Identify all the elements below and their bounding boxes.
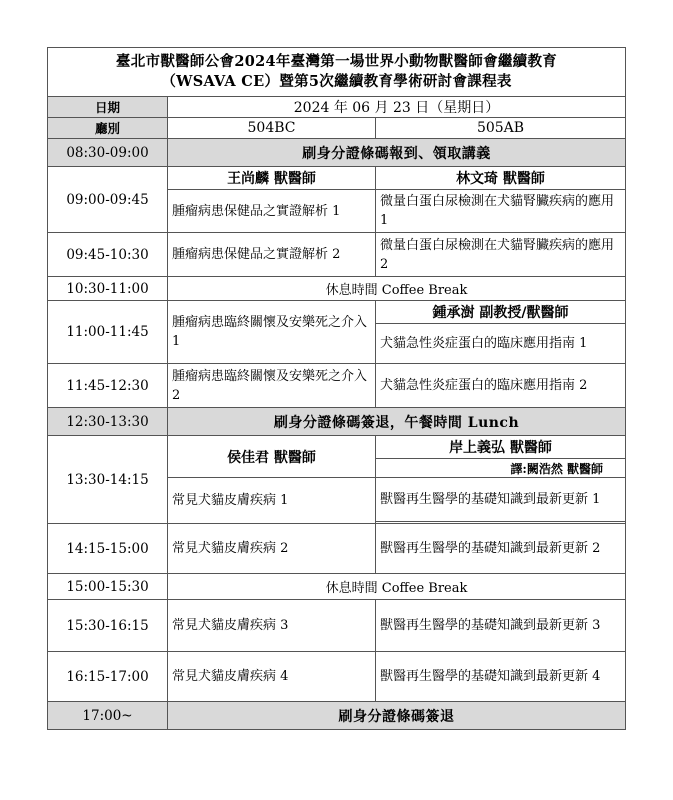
speaker-row-2 bbox=[48, 301, 626, 324]
topic-a: 腫瘤病患臨終關懷及安樂死之介入 1 bbox=[168, 301, 376, 364]
topic-b: 微量白蛋白尿檢測在犬貓腎臟疾病的應用 2 bbox=[376, 233, 626, 277]
topic-b: 獸醫再生醫學的基礎知識到最新更新 4 bbox=[376, 652, 626, 702]
row-1030 bbox=[48, 277, 626, 301]
hall-b: 505AB bbox=[376, 118, 626, 139]
time-cell: 08:30-09:00 bbox=[48, 139, 168, 167]
topic-b: 獸醫再生醫學的基礎知識到最新更新 3 bbox=[376, 600, 626, 652]
hall-a: 504BC bbox=[168, 118, 376, 139]
time-cell: 15:00-15:30 bbox=[48, 574, 168, 600]
time-cell: 15:30-16:15 bbox=[48, 600, 168, 652]
time-cell: 11:45-12:30 bbox=[48, 364, 168, 408]
row-1700 bbox=[48, 702, 626, 730]
speaker-row-3 bbox=[48, 436, 626, 459]
topic-a: 腫瘤病患臨終關懷及安樂死之介入 2 bbox=[168, 364, 376, 408]
break-cell: 休息時間 Coffee Break bbox=[168, 277, 626, 301]
topic-a: 常見犬貓皮膚疾病 3 bbox=[168, 600, 376, 652]
lunch-cell: 刷身分證條碼簽退，午餐時間 Lunch bbox=[168, 408, 626, 436]
topic-b: 獸醫再生醫學的基礎知識到最新更新 1 bbox=[376, 478, 626, 522]
time-cell: 12:30-13:30 bbox=[48, 408, 168, 436]
hall-label: 廳別 bbox=[48, 118, 168, 139]
title-line-2: （WSAVA CE）暨第5次繼續教育學術研討會課程表 bbox=[161, 73, 512, 90]
title-row bbox=[48, 48, 626, 97]
time-cell: 09:45-10:30 bbox=[48, 233, 168, 277]
time-cell: 13:30-14:15 bbox=[48, 436, 168, 524]
time-cell: 11:00-11:45 bbox=[48, 301, 168, 364]
date-row bbox=[48, 97, 626, 118]
speaker-row-1 bbox=[48, 167, 626, 190]
time-cell: 09:00-09:45 bbox=[48, 167, 168, 233]
speaker-a: 侯佳君 獸醫師 bbox=[168, 436, 376, 478]
speaker-b: 林文琦 獸醫師 bbox=[376, 167, 626, 190]
row-1230 bbox=[48, 408, 626, 436]
checkout-cell: 刷身分證條碼簽退 bbox=[168, 702, 626, 730]
topic-a: 常見犬貓皮膚疾病 2 bbox=[168, 524, 376, 574]
time-cell: 16:15-17:00 bbox=[48, 652, 168, 702]
date-label: 日期 bbox=[48, 97, 168, 118]
row-1415 bbox=[48, 524, 626, 574]
date-value: 2024 年 06 月 23 日（星期日） bbox=[168, 97, 626, 118]
time-cell: 14:15-15:00 bbox=[48, 524, 168, 574]
checkin-cell: 刷身分證條碼報到、領取講義 bbox=[168, 139, 626, 167]
schedule-title bbox=[48, 48, 626, 97]
topic-a: 常見犬貓皮膚疾病 4 bbox=[168, 652, 376, 702]
topic-b: 獸醫再生醫學的基礎知識到最新更新 2 bbox=[376, 524, 626, 574]
speaker-a: 王尚麟 獸醫師 bbox=[168, 167, 376, 190]
topic-b: 微量白蛋白尿檢測在犬貓腎臟疾病的應用 1 bbox=[376, 190, 626, 233]
time-cell: 17:00~ bbox=[48, 702, 168, 730]
break-cell: 休息時間 Coffee Break bbox=[168, 574, 626, 600]
topic-b: 犬貓急性炎症蛋白的臨床應用指南 1 bbox=[376, 324, 626, 364]
row-1615 bbox=[48, 652, 626, 702]
speaker-b: 鍾承澍 副教授/獸醫師 bbox=[376, 301, 626, 324]
hall-row bbox=[48, 118, 626, 139]
title-line-1: 臺北市獸醫師公會2024年臺灣第一場世界小動物獸醫師會繼續教育 bbox=[115, 53, 558, 70]
speaker-b: 岸上義弘 獸醫師 bbox=[376, 436, 626, 459]
row-0945 bbox=[48, 233, 626, 277]
schedule-table bbox=[47, 47, 626, 730]
topic-a: 常見犬貓皮膚疾病 1 bbox=[168, 478, 376, 524]
topic-b: 犬貓急性炎症蛋白的臨床應用指南 2 bbox=[376, 364, 626, 408]
row-1500 bbox=[48, 574, 626, 600]
topic-a: 腫瘤病患保健品之實證解析 2 bbox=[168, 233, 376, 277]
topic-a: 腫瘤病患保健品之實證解析 1 bbox=[168, 190, 376, 233]
row-1530 bbox=[48, 600, 626, 652]
time-cell: 10:30-11:00 bbox=[48, 277, 168, 301]
row-1145 bbox=[48, 364, 626, 408]
translator-b: 譯:闕浩然 獸醫師 bbox=[376, 459, 626, 478]
row-0830 bbox=[48, 139, 626, 167]
